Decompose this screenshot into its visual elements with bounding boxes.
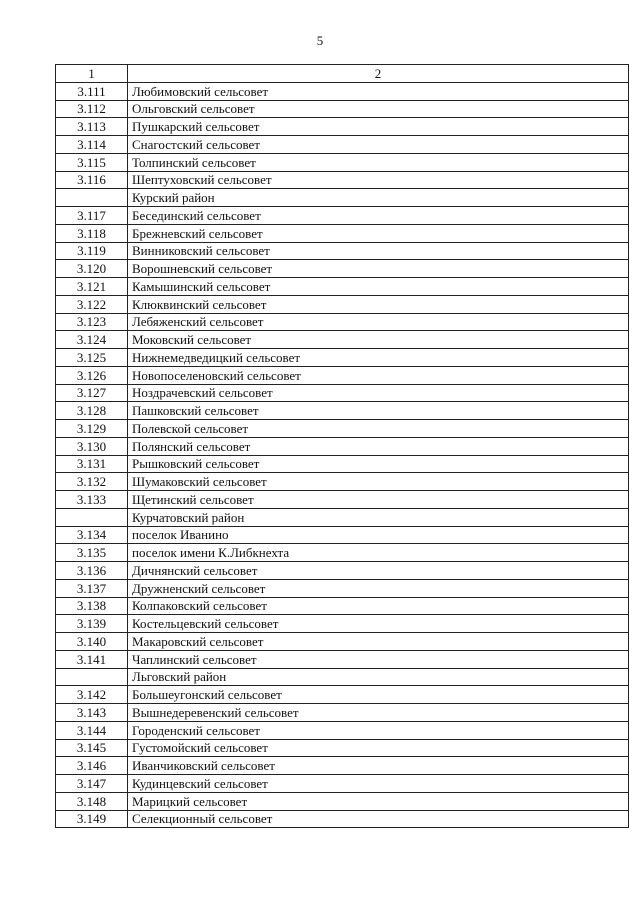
row-number: 3.124	[56, 331, 128, 349]
row-number: 3.127	[56, 384, 128, 402]
row-number: 3.131	[56, 455, 128, 473]
table-row	[56, 331, 629, 349]
row-number: 3.132	[56, 473, 128, 491]
row-name: Бесединский сельсовет	[128, 207, 629, 225]
row-name: Полянский сельсовет	[128, 437, 629, 455]
table-row	[56, 295, 629, 313]
row-number: 3.126	[56, 366, 128, 384]
row-number: 3.135	[56, 544, 128, 562]
table-row	[56, 633, 629, 651]
settlements-table	[55, 64, 629, 828]
row-name: Курчатовский район	[128, 508, 629, 526]
table-row	[56, 118, 629, 136]
row-name: Вышнедеревенский сельсовет	[128, 704, 629, 722]
row-number: 3.114	[56, 136, 128, 154]
table-row	[56, 704, 629, 722]
row-number: 3.117	[56, 207, 128, 225]
row-name: Нижнемедведицкий сельсовет	[128, 349, 629, 367]
table-row	[56, 384, 629, 402]
table-row	[56, 366, 629, 384]
row-number: 3.136	[56, 562, 128, 580]
table-row	[56, 207, 629, 225]
row-number: 3.147	[56, 775, 128, 793]
row-name: Макаровский сельсовет	[128, 633, 629, 651]
row-number: 3.120	[56, 260, 128, 278]
table-row	[56, 721, 629, 739]
row-name: Городенский сельсовет	[128, 721, 629, 739]
row-name: Ольговский сельсовет	[128, 100, 629, 118]
table-row	[56, 491, 629, 509]
row-name: Пушкарский сельсовет	[128, 118, 629, 136]
row-name: Толпинский сельсовет	[128, 153, 629, 171]
row-number: 3.142	[56, 686, 128, 704]
row-number: 3.149	[56, 810, 128, 828]
table-row	[56, 171, 629, 189]
table-row	[56, 739, 629, 757]
row-number: 3.146	[56, 757, 128, 775]
row-number: 3.119	[56, 242, 128, 260]
row-number	[56, 189, 128, 207]
table-row	[56, 402, 629, 420]
row-number	[56, 508, 128, 526]
row-number: 3.144	[56, 721, 128, 739]
table-row	[56, 473, 629, 491]
table-row	[56, 526, 629, 544]
row-number: 3.112	[56, 100, 128, 118]
table-row	[56, 615, 629, 633]
table-row	[56, 579, 629, 597]
row-name: Льговский район	[128, 668, 629, 686]
row-name: поселок Иванино	[128, 526, 629, 544]
table-header-row	[56, 65, 629, 83]
row-name: Большеугонский сельсовет	[128, 686, 629, 704]
table-row	[56, 757, 629, 775]
row-name: Курский район	[128, 189, 629, 207]
row-number	[56, 668, 128, 686]
page-number: 5	[316, 33, 324, 48]
row-name: Ворошневский сельсовет	[128, 260, 629, 278]
row-number: 3.121	[56, 278, 128, 296]
row-number: 3.137	[56, 579, 128, 597]
row-number: 3.116	[56, 171, 128, 189]
row-name: Дружненский сельсовет	[128, 579, 629, 597]
column-header-name: 2	[128, 65, 629, 83]
row-name: Чаплинский сельсовет	[128, 650, 629, 668]
table-row	[56, 810, 629, 828]
row-number: 3.143	[56, 704, 128, 722]
row-name: Любимовский сельсовет	[128, 82, 629, 100]
row-number: 3.123	[56, 313, 128, 331]
table-row	[56, 260, 629, 278]
row-number: 3.148	[56, 792, 128, 810]
table-row	[56, 668, 629, 686]
row-name: поселок имени К.Либкнехта	[128, 544, 629, 562]
row-name: Шумаковский сельсовет	[128, 473, 629, 491]
row-name: Густомойский сельсовет	[128, 739, 629, 757]
row-name: Снагостский сельсовет	[128, 136, 629, 154]
row-name: Шептуховский сельсовет	[128, 171, 629, 189]
row-name: Дичнянский сельсовет	[128, 562, 629, 580]
table-row	[56, 242, 629, 260]
table-row	[56, 136, 629, 154]
column-header-number: 1	[56, 65, 128, 83]
row-number: 3.138	[56, 597, 128, 615]
table-row	[56, 455, 629, 473]
table-row	[56, 278, 629, 296]
table-row	[56, 792, 629, 810]
table-row	[56, 597, 629, 615]
row-name: Клюквинский сельсовет	[128, 295, 629, 313]
row-number: 3.111	[56, 82, 128, 100]
row-number: 3.128	[56, 402, 128, 420]
row-name: Марицкий сельсовет	[128, 792, 629, 810]
row-name: Брежневский сельсовет	[128, 224, 629, 242]
row-name: Лебяженский сельсовет	[128, 313, 629, 331]
row-number: 3.115	[56, 153, 128, 171]
row-number: 3.130	[56, 437, 128, 455]
table-row	[56, 349, 629, 367]
row-name: Камышинский сельсовет	[128, 278, 629, 296]
row-number: 3.134	[56, 526, 128, 544]
row-number: 3.118	[56, 224, 128, 242]
row-name: Ноздрачевский сельсовет	[128, 384, 629, 402]
table-row	[56, 100, 629, 118]
row-name: Моковский сельсовет	[128, 331, 629, 349]
row-name: Колпаковский сельсовет	[128, 597, 629, 615]
row-number: 3.125	[56, 349, 128, 367]
table-row	[56, 686, 629, 704]
table-row	[56, 775, 629, 793]
row-number: 3.145	[56, 739, 128, 757]
row-name: Рышковский сельсовет	[128, 455, 629, 473]
row-number: 3.139	[56, 615, 128, 633]
table-row	[56, 437, 629, 455]
row-name: Винниковский сельсовет	[128, 242, 629, 260]
row-number: 3.129	[56, 420, 128, 438]
row-name: Полевской сельсовет	[128, 420, 629, 438]
row-name: Иванчиковский сельсовет	[128, 757, 629, 775]
table-body	[56, 82, 629, 828]
row-name: Щетинский сельсовет	[128, 491, 629, 509]
row-number: 3.133	[56, 491, 128, 509]
table-row	[56, 313, 629, 331]
table-row	[56, 189, 629, 207]
row-number: 3.113	[56, 118, 128, 136]
row-name: Костельцевский сельсовет	[128, 615, 629, 633]
row-name: Пашковский сельсовет	[128, 402, 629, 420]
table-row	[56, 544, 629, 562]
table-row	[56, 153, 629, 171]
row-name: Селекционный сельсовет	[128, 810, 629, 828]
row-number: 3.140	[56, 633, 128, 651]
table-row	[56, 420, 629, 438]
table-row	[56, 508, 629, 526]
row-number: 3.122	[56, 295, 128, 313]
table-row	[56, 224, 629, 242]
table-row	[56, 650, 629, 668]
row-name: Кудинцевский сельсовет	[128, 775, 629, 793]
table-row	[56, 562, 629, 580]
row-number: 3.141	[56, 650, 128, 668]
row-name: Новопоселеновский сельсовет	[128, 366, 629, 384]
table-row	[56, 82, 629, 100]
